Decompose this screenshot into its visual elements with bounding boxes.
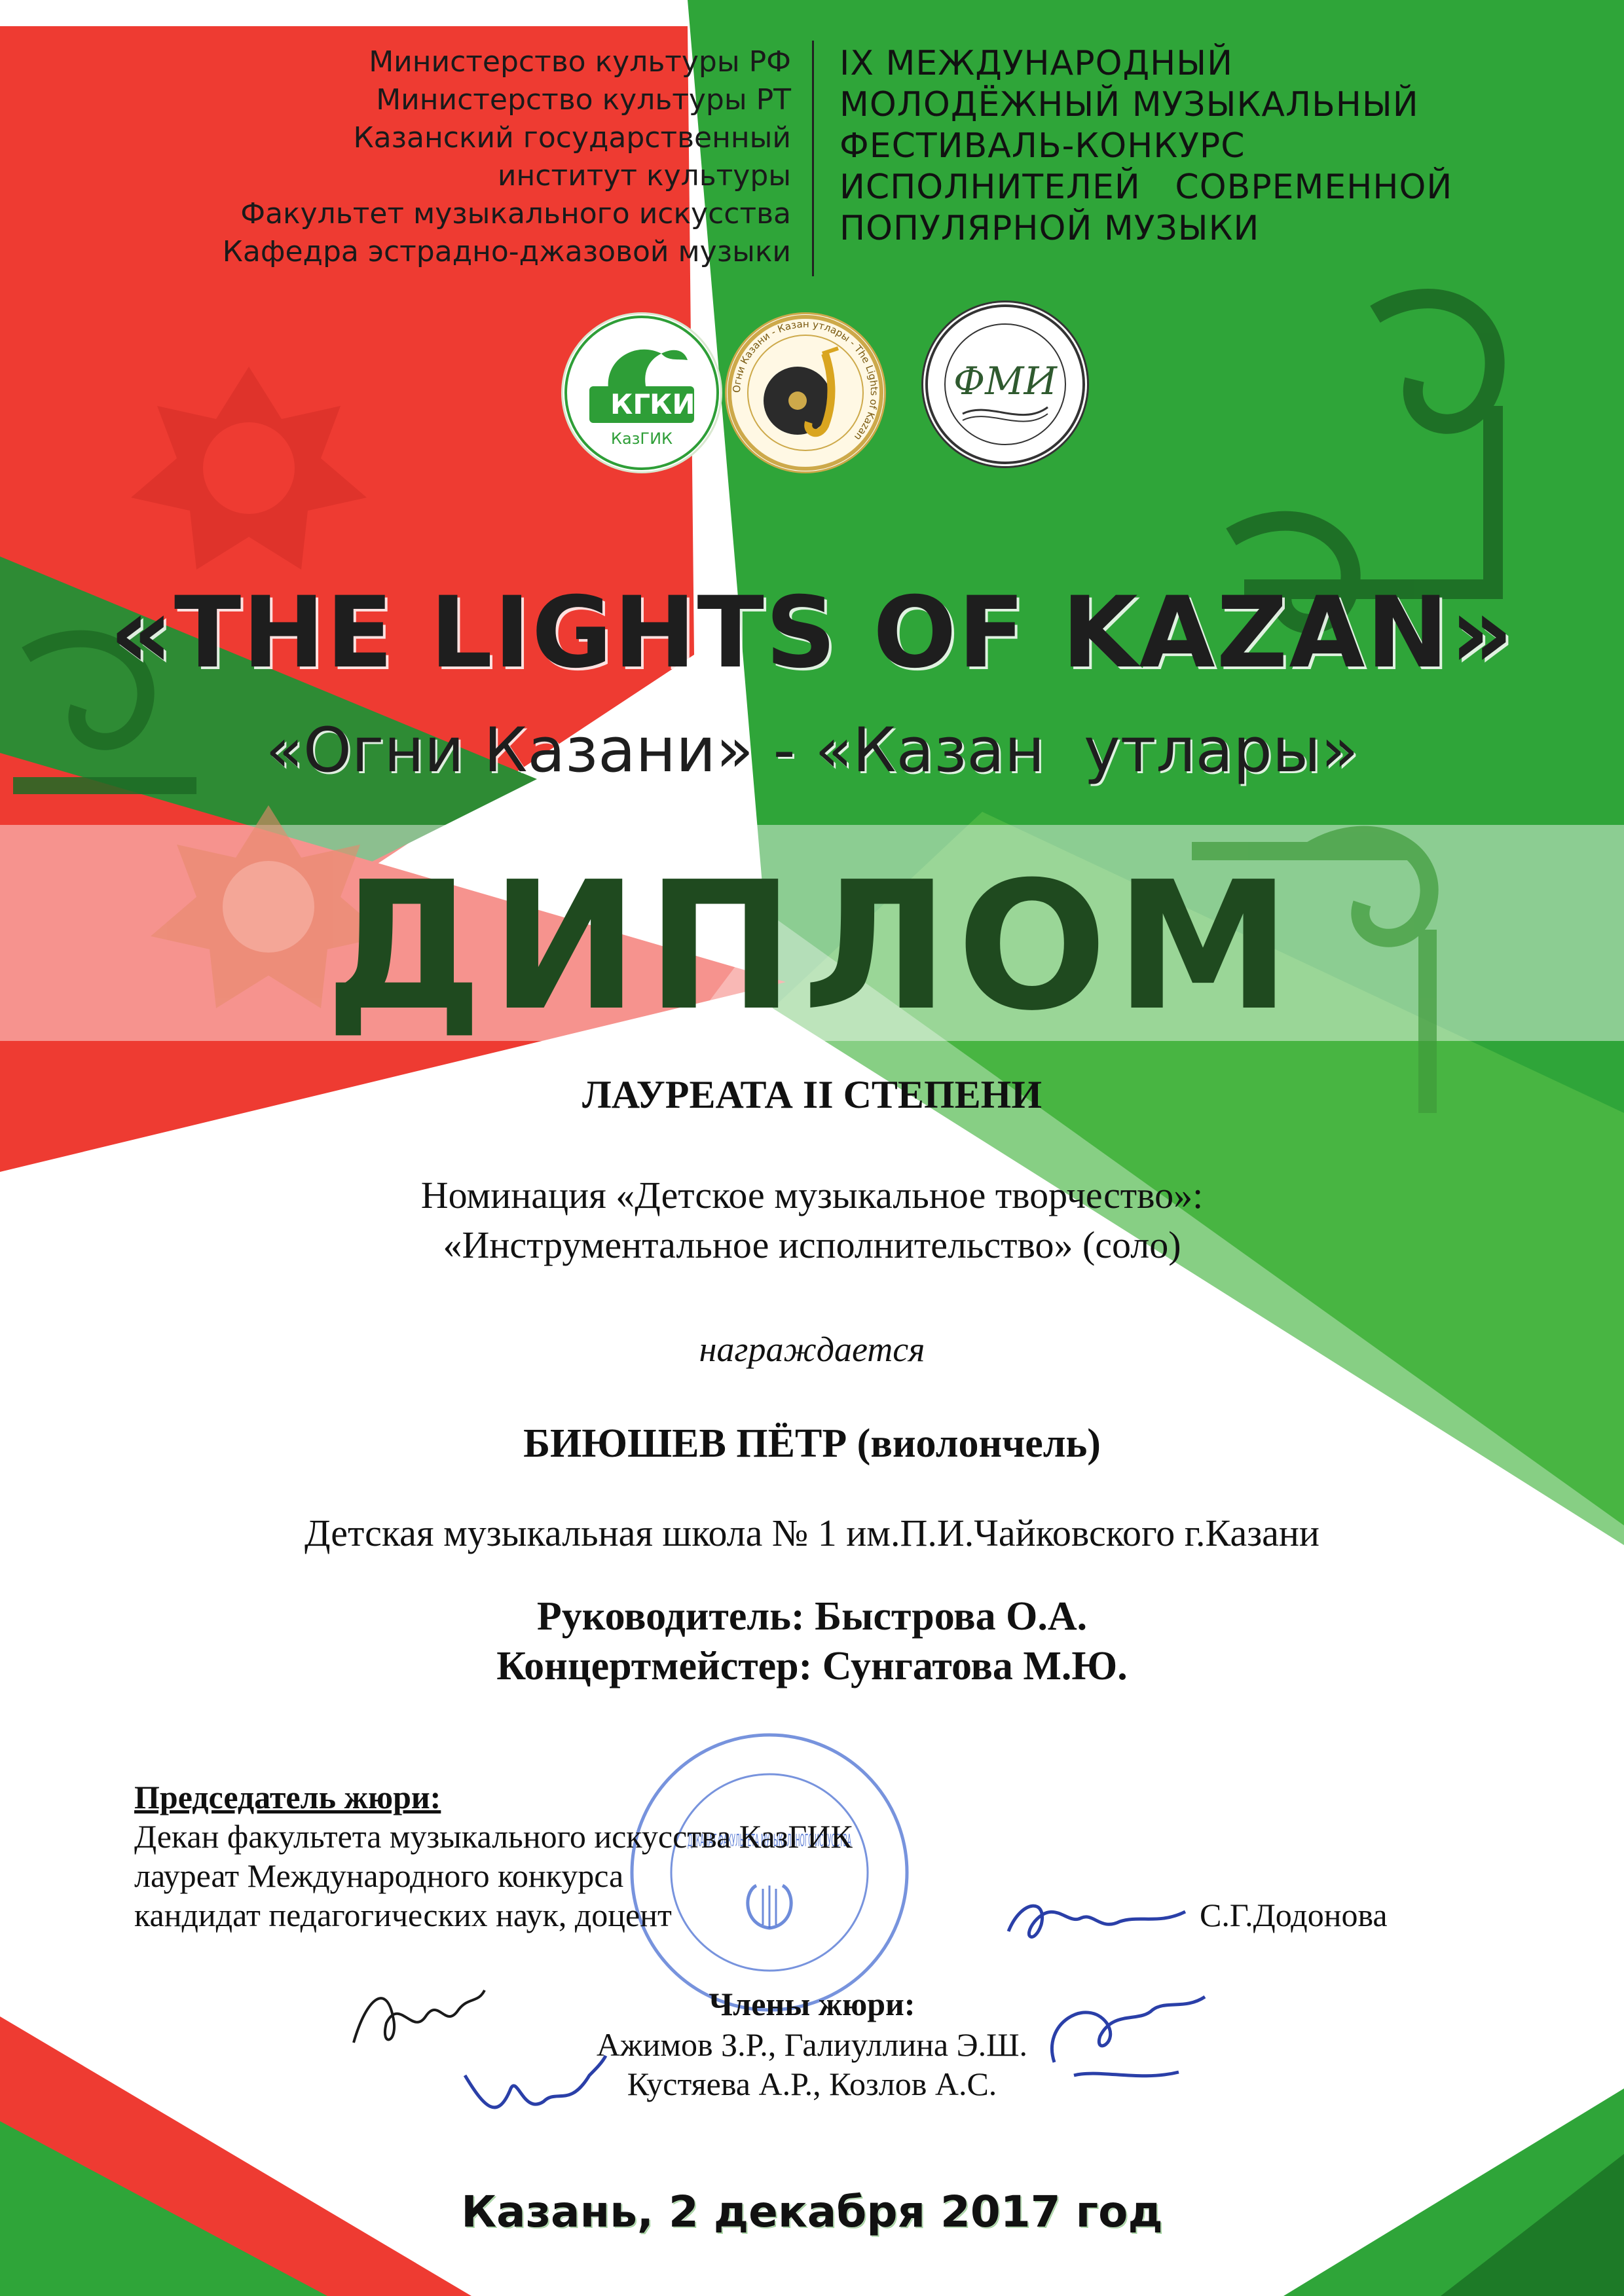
organizer-line: Министерство культуры РТ — [376, 83, 791, 117]
nomination-line-2: «Инструментальное исполнительство» (соло) — [443, 1224, 1181, 1266]
lights-of-kazan-logo — [727, 314, 884, 471]
festival-line: ФЕСТИВАЛЬ-КОНКУРС — [840, 126, 1246, 166]
accompanist: Концертмейстер: Сунгатова М.Ю. — [496, 1644, 1128, 1688]
recipient-name: БИЮШЕВ ПЁТР (виолончель) — [523, 1421, 1101, 1466]
diploma-heading: ДИПЛОМ — [325, 843, 1299, 1049]
kgki-logo — [563, 314, 720, 471]
jury-chair-title-3: кандидат педагогических наук, доцент — [134, 1897, 672, 1933]
organizer-line: Казанский государственный — [353, 121, 791, 155]
header-divider — [812, 41, 814, 276]
chair-signature — [995, 1886, 1192, 1958]
awarded-text: награждается — [699, 1330, 925, 1369]
kgki-logo-text-1: КГ — [610, 388, 651, 420]
kgki-logo-sub: КазГИК — [610, 429, 673, 448]
festival-line: МОЛОДЁЖНЫЙ МУЗЫКАЛЬНЫЙ — [840, 85, 1419, 124]
official-stamp — [625, 1728, 913, 2016]
stamp-text: ДЕКАНАТ ФАКУЛЬТЕТА МУЗЫКАЛЬНОГО ИСКУССТВА — [688, 1831, 852, 1851]
organizers-block — [136, 43, 791, 271]
jury-chair-heading: Председатель жюри: — [134, 1779, 441, 1815]
jury-chair-title-1: Декан факультета музыкального искусства КазГИК — [134, 1818, 853, 1855]
festival-title-english: «THE LIGHTS OF KAZAN» — [109, 576, 1515, 690]
festival-title-russian: «Огни Казани» - «Казан утлары» — [265, 715, 1359, 786]
organizer-line: Министерство культуры РФ — [369, 45, 791, 79]
festival-line: ИСПОЛНИТЕЛЕЙ СОВРЕМЕННОЙ — [840, 168, 1453, 207]
jury-members-heading: Члены жюри: — [709, 1986, 915, 2022]
kgki-logo-text-2: КИ — [650, 388, 695, 420]
jury-chair-title-2: лауреат Международного конкурса — [134, 1857, 624, 1894]
footer-place-date: Казань, 2 декабря 2017 год — [461, 2187, 1163, 2237]
festival-line: IX МЕЖДУНАРОДНЫЙ — [840, 44, 1233, 83]
faculty-monogram: ФМИ — [953, 359, 1058, 403]
lights-logo-ring-text: Огни Казани - Казан утлары - The Lights of Kazan — [730, 318, 881, 443]
festival-line: ПОПУЛЯРНОЙ МУЗЫКИ — [840, 209, 1260, 248]
organizer-line: Факультет музыкального искусства — [240, 197, 791, 230]
jury-members-line-1: Ажимов З.Р., Галиуллина Э.Ш. — [596, 2026, 1028, 2063]
festival-title-block — [840, 43, 1593, 249]
recipient-school: Детская музыкальная школа № 1 им.П.И.Чайковского г.Казани — [304, 1512, 1320, 1554]
faculty-logo — [923, 302, 1087, 466]
organizer-line: институт культуры — [497, 159, 791, 192]
nomination-line-1: Номинация «Детское музыкальное творчество»: — [420, 1174, 1204, 1216]
laureate-degree: ЛАУРЕАТА II СТЕПЕНИ — [582, 1073, 1042, 1116]
organizer-line: Кафедра эстрадно-джазовой музыки — [222, 235, 791, 268]
jury-members-line-2: Кустяева А.Р., Козлов А.С. — [627, 2066, 997, 2102]
jury-chair-name: С.Г.Додонова — [1200, 1897, 1388, 1933]
supervisor: Руководитель: Быстрова О.А. — [536, 1594, 1088, 1639]
